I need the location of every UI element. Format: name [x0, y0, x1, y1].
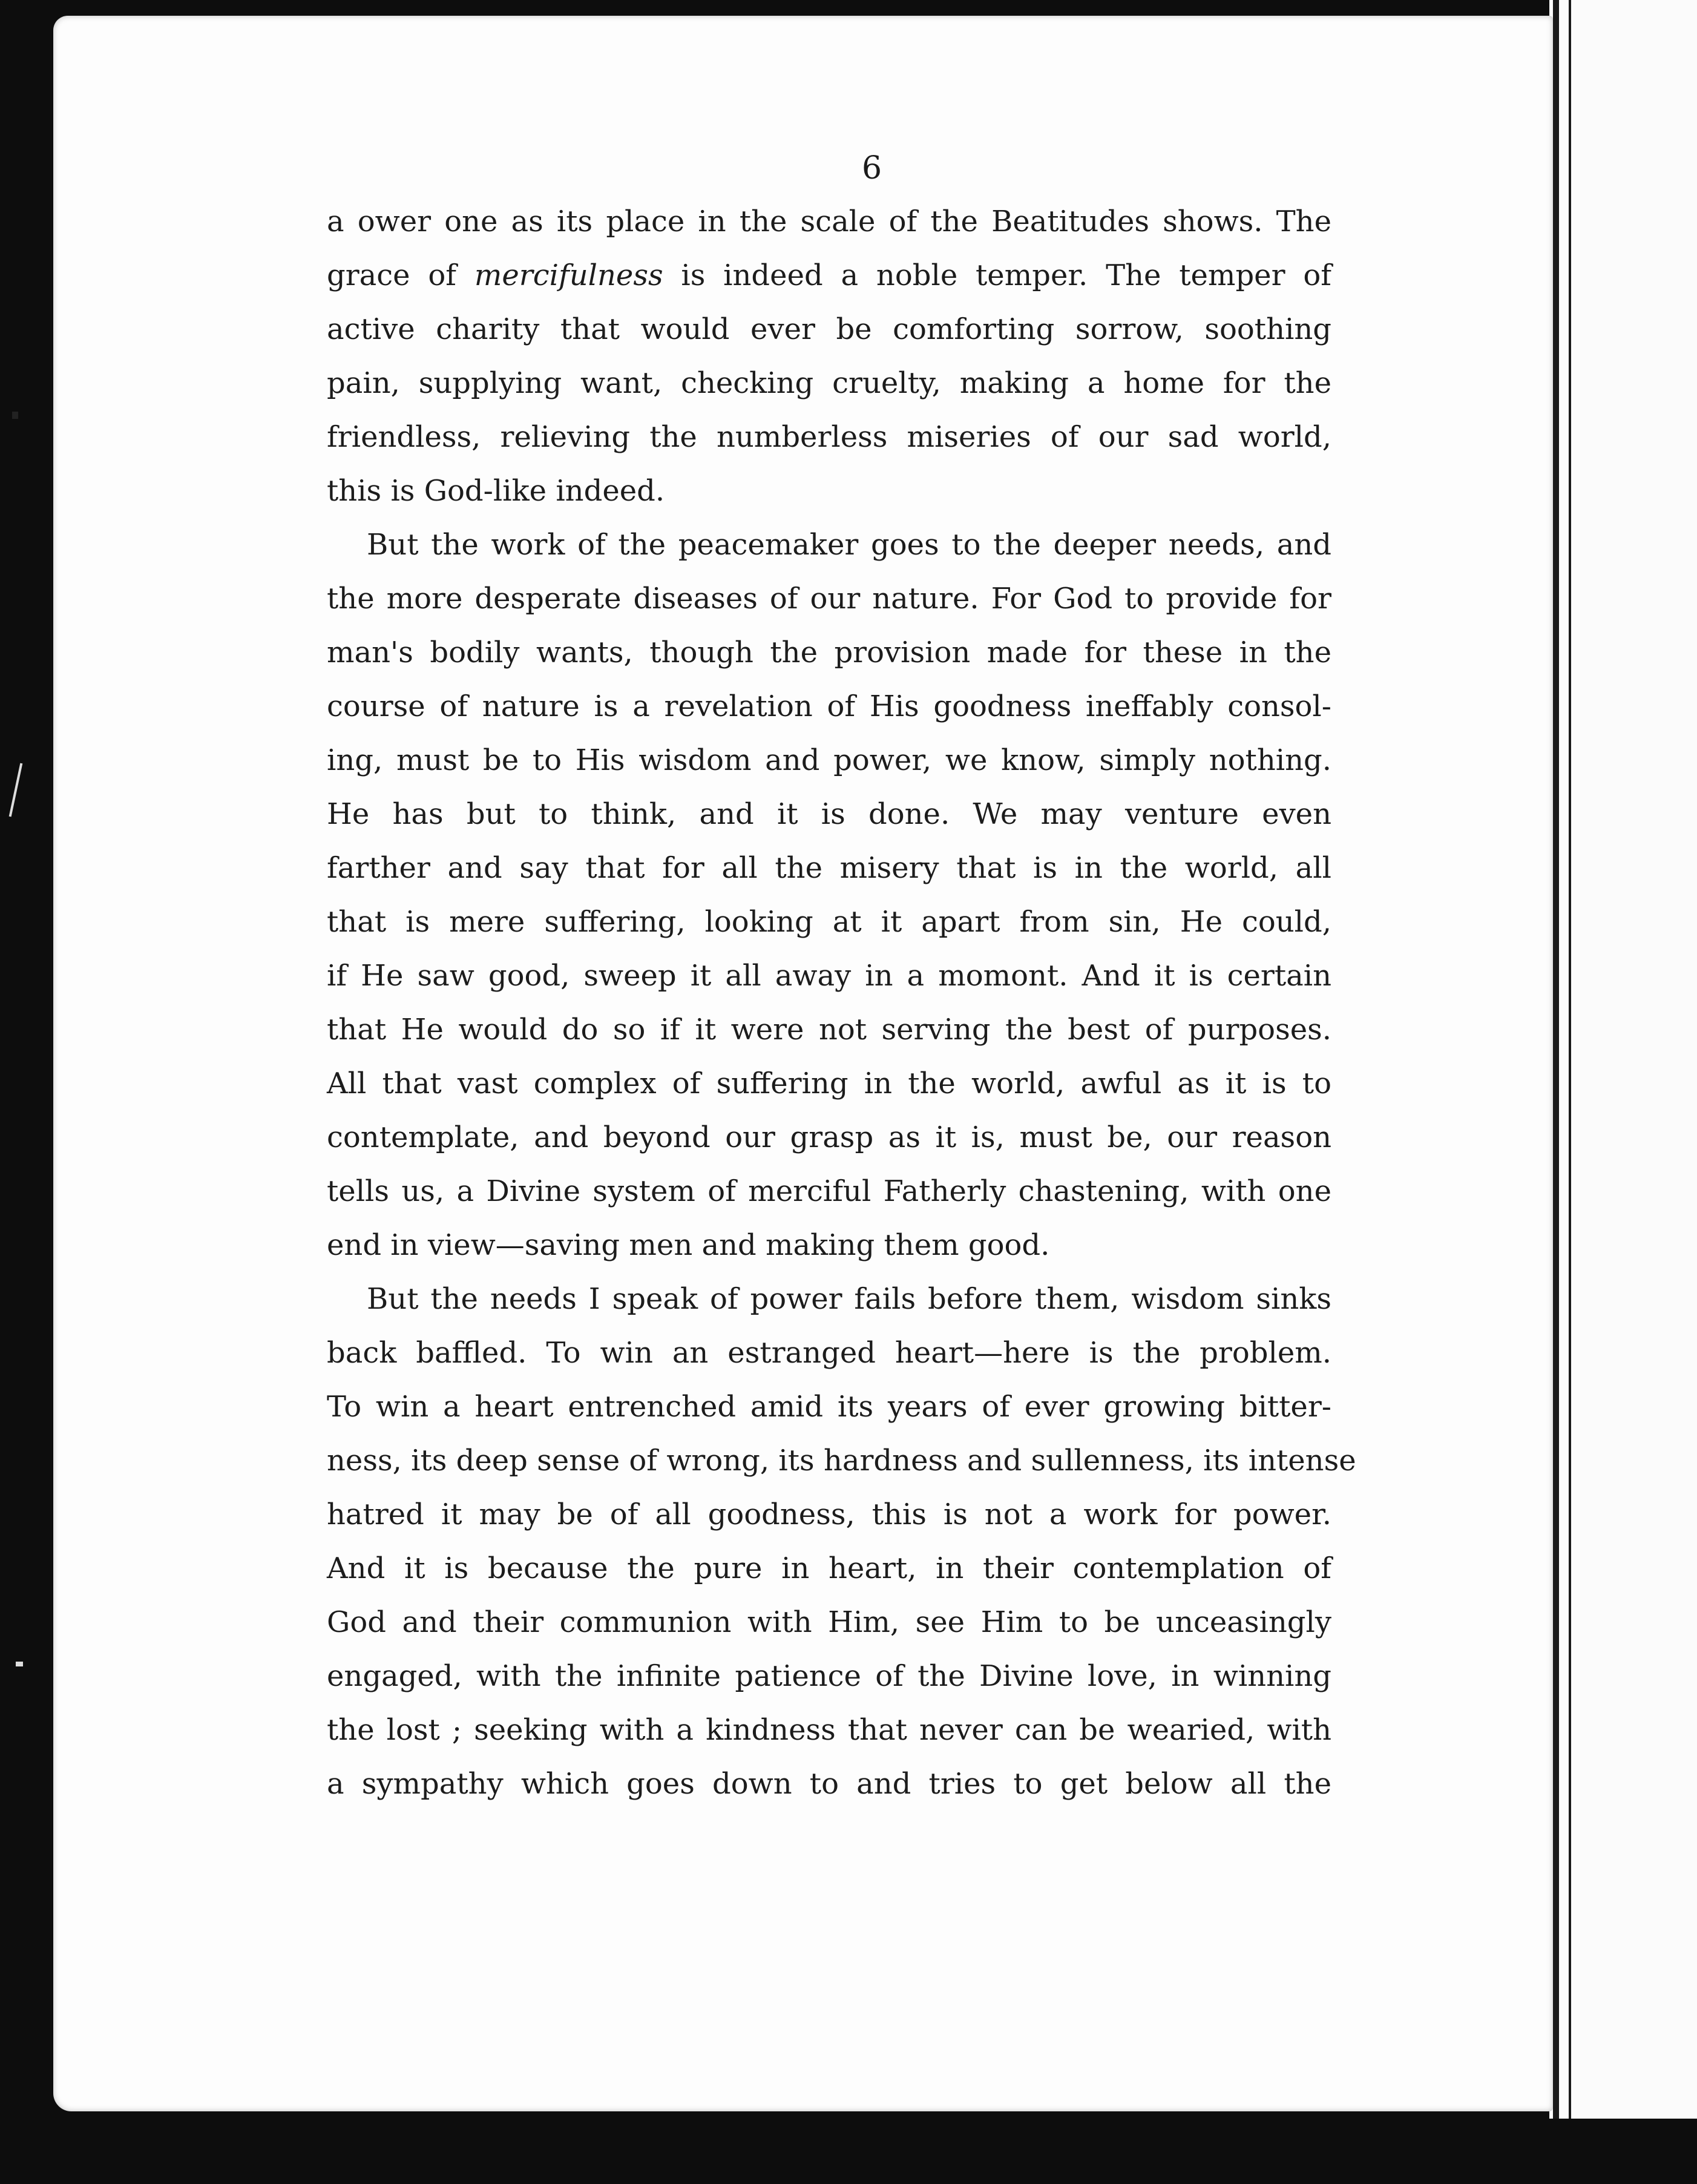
- text-line: To win a heart entrenched amid its years of ever growing bitter-: [327, 1390, 1331, 1424]
- text-line: back baffled. To win an estranged heart—here is the problem.: [327, 1336, 1331, 1370]
- text-line: He has but to think, and it is done. We may venture even: [327, 797, 1331, 831]
- text-line: [327, 249, 1331, 303]
- scan-scratch: [9, 763, 23, 817]
- page-edge-line: [1569, 0, 1571, 2143]
- text-line: that is mere suffering, looking at it apart from sin, He could,: [327, 905, 1331, 939]
- text-line: ing, must be to His wisdom and power, we know, simply nothing.: [327, 743, 1331, 777]
- text-line: man's bodily wants, though the provision made for these in the: [327, 636, 1331, 669]
- body-text: [327, 195, 1356, 1811]
- text-line: All that vast complex of suffering in the world, awful as it is to: [327, 1067, 1331, 1100]
- text-line: But the needs I speak of power fails before them, wisdom sinks: [367, 1282, 1331, 1316]
- scan-speck: [12, 412, 18, 419]
- text-line: God and their communion with Him, see Him to be unceasingly: [327, 1605, 1331, 1639]
- text-segment: grace of: [327, 258, 474, 292]
- italic-word: mercifulness: [474, 258, 663, 292]
- text-line: course of nature is a revelation of His goodness ineffably consol-: [327, 689, 1331, 723]
- text-line: contemplate, and beyond our grasp as it is, must be, our reason: [327, 1120, 1331, 1154]
- text-line: farther and say that for all the misery that is in the world, all: [327, 851, 1331, 885]
- page-edge-line: [1553, 0, 1559, 2143]
- text-line: a sympathy which goes down to and tries to get below all the: [327, 1767, 1331, 1801]
- text-line: this is God-like indeed.: [327, 474, 665, 508]
- text-line: that He would do so if it were not serving the best of purposes.: [327, 1013, 1331, 1047]
- text-line: hatred it may be of all goodness, this is not a work for power.: [327, 1498, 1331, 1531]
- text-line: if He saw good, sweep it all away in a momont. And it is certain: [327, 959, 1331, 993]
- text-line: active charity that would ever be comforting sorrow, soothing: [327, 312, 1331, 346]
- text-line: engaged, with the infinite patience of the Divine love, in winning: [327, 1659, 1331, 1693]
- text-segment: is indeed a noble temper. The temper of: [663, 258, 1331, 292]
- text-line: And it is because the pure in heart, in their contemplation of: [327, 1551, 1331, 1585]
- text-line: ness, its deep sense of wrong, its hardness and sullenness, its intense: [327, 1444, 1356, 1478]
- text-line: the more desperate diseases of our nature. For God to provide for: [327, 582, 1331, 616]
- text-line: end in view—saving men and making them good.: [327, 1228, 1050, 1262]
- text-line: a ower one as its place in the scale of the Beatitudes shows. The: [327, 205, 1331, 238]
- paragraph: [327, 1272, 1356, 1811]
- paragraph: [327, 518, 1331, 1272]
- paragraph: [327, 195, 1331, 518]
- text-line: friendless, relieving the numberless miseries of our sad world,: [327, 420, 1331, 454]
- scan-speck: [16, 1662, 23, 1666]
- scan-bottom-border: [0, 2119, 1697, 2184]
- adjacent-page-edge: [1549, 0, 1697, 2184]
- text-line: the lost ; seeking with a kindness that never can be wearied, with: [327, 1713, 1331, 1747]
- page-number: 6: [862, 150, 882, 186]
- text-line: pain, supplying want, checking cruelty, making a home for the: [327, 366, 1331, 400]
- text-line: But the work of the peacemaker goes to the deeper needs, and: [367, 528, 1331, 562]
- text-line: tells us, a Divine system of merciful Fatherly chastening, with one: [327, 1174, 1331, 1208]
